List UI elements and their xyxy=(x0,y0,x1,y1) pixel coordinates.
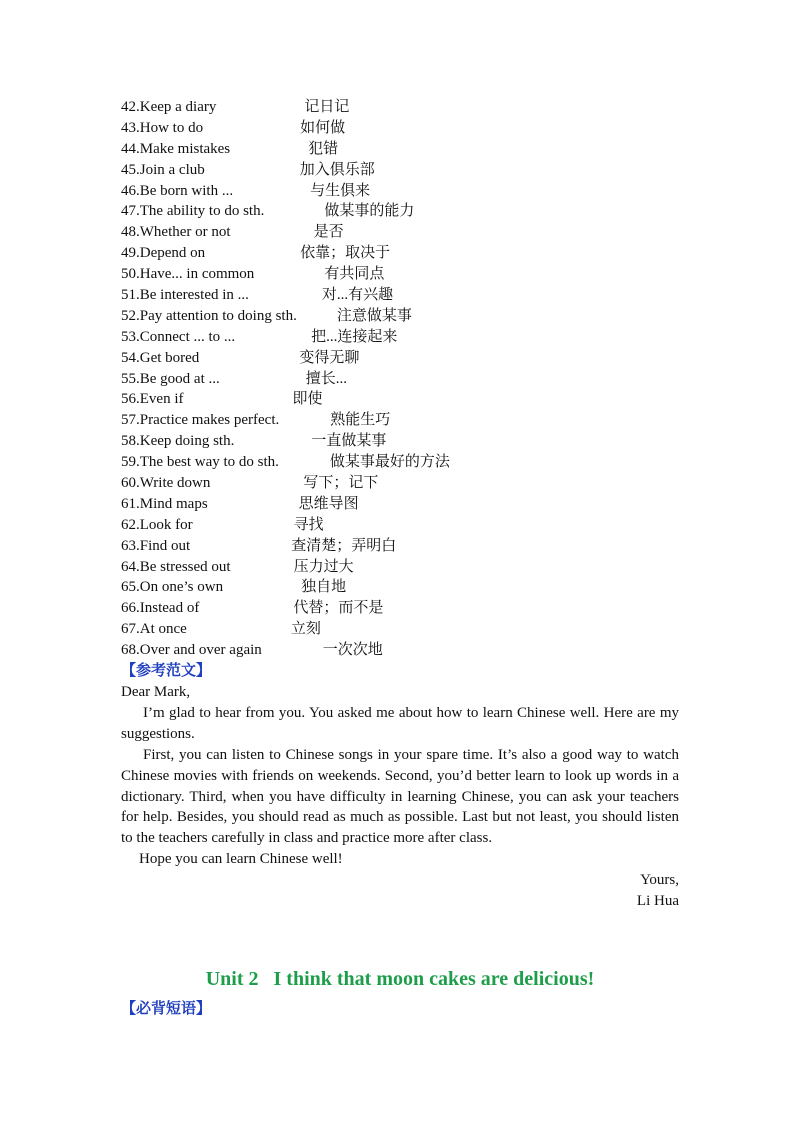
phrase-row xyxy=(121,473,679,494)
phrase-chinese: 即使 xyxy=(292,391,323,408)
phrase-row xyxy=(121,452,679,473)
phrase-row xyxy=(121,160,679,181)
phrase-chinese: 思维导图 xyxy=(298,495,359,512)
phrase-chinese: 立刻 xyxy=(290,621,321,638)
phrase-row xyxy=(121,515,679,536)
phrase-list xyxy=(121,97,679,661)
sample-essay-heading: 【参考范文】 xyxy=(121,663,212,680)
phrase-chinese: 有共同点 xyxy=(324,266,385,283)
phrase-row xyxy=(121,201,679,222)
phrase-chinese: 查清楚；弄明白 xyxy=(291,537,397,554)
letter-signature: Li Hua xyxy=(636,893,679,910)
phrase-english: 43.How to do xyxy=(121,119,204,136)
phrase-chinese: 一次次地 xyxy=(322,642,383,659)
phrase-chinese: 记日记 xyxy=(304,99,350,115)
letter-closing: Yours, xyxy=(640,872,679,889)
phrase-english: 55.Be good at ... xyxy=(121,370,220,387)
phrase-chinese: 对...有兴趣 xyxy=(321,287,394,304)
phrase-chinese: 寻找 xyxy=(293,516,324,533)
phrase-english: 61.Mind maps xyxy=(121,495,208,512)
phrase-english: 45.Join a club xyxy=(121,161,205,178)
phrase-chinese: 代替；而不是 xyxy=(293,600,384,617)
phrase-english: 49.Depend on xyxy=(121,245,206,262)
letter-greeting: Dear Mark, xyxy=(121,684,191,701)
phrase-english: 46.Be born with ... xyxy=(121,182,234,199)
phrase-chinese: 擅长... xyxy=(305,370,348,387)
phrase-row xyxy=(121,369,679,390)
letter-paragraph-3: Hope you can learn Chinese well! xyxy=(139,851,343,868)
letter-paragraph-1: I’m glad to hear from you. You asked me about how to learn Chinese well. Here are my suggestions. xyxy=(121,704,679,742)
phrase-chinese: 做某事最好的方法 xyxy=(329,454,450,471)
phrase-row xyxy=(121,494,679,515)
phrases-heading: 【必背短语】 xyxy=(121,1001,212,1017)
phrase-english: 60.Write down xyxy=(121,475,211,492)
phrase-row xyxy=(121,348,679,369)
page-body xyxy=(121,97,679,912)
phrase-chinese: 压力过大 xyxy=(293,558,354,575)
phrase-row xyxy=(121,389,679,410)
phrase-english: 56.Even if xyxy=(121,391,184,408)
phrase-english: 63.Find out xyxy=(121,537,191,554)
phrase-chinese: 注意做某事 xyxy=(336,307,412,324)
phrase-chinese: 一直做某事 xyxy=(311,433,387,450)
phrase-english: 62.Look for xyxy=(121,516,193,533)
phrase-row xyxy=(121,557,679,578)
phrase-chinese: 把...连接起来 xyxy=(311,328,398,345)
phrase-row xyxy=(121,410,679,431)
phrase-row xyxy=(121,222,679,243)
phrase-chinese: 熟能生巧 xyxy=(330,412,391,429)
phrase-row xyxy=(121,243,679,264)
sample-letter xyxy=(121,682,679,912)
letter-paragraph-2: First, you can listen to Chinese songs in your spare time. It’s also a good way to watch Chinese movies with friends on weekends. Second, you’d better learn to look up words in a dictionary. Third, when you have difficulty in learning Chinese, you can ask your teachers for help. Besides, you should read as much as possible. Last but not least, you should listen to the teachers carefully in class and practice more after class. xyxy=(121,746,679,847)
phrase-row xyxy=(121,306,679,327)
phrase-english: 65.On one’s own xyxy=(121,579,224,596)
phrase-english: 67.At once xyxy=(121,621,187,638)
phrase-english: 47.The ability to do sth. xyxy=(121,203,265,220)
phrase-english: 68.Over and over again xyxy=(121,642,262,659)
phrase-row xyxy=(121,139,679,160)
phrase-chinese: 独自地 xyxy=(301,579,347,596)
phrase-row xyxy=(121,264,679,285)
phrase-row xyxy=(121,536,679,557)
phrase-chinese: 做某事的能力 xyxy=(324,203,415,220)
unit-title: Unit 2 I think that moon cakes are delicious! xyxy=(205,968,595,990)
phrase-english: 59.The best way to do sth. xyxy=(121,454,279,471)
phrase-chinese: 变得无聊 xyxy=(299,349,360,366)
phrase-chinese: 加入俱乐部 xyxy=(299,161,375,178)
phrase-row xyxy=(121,327,679,348)
phrase-row xyxy=(121,181,679,202)
phrase-english: 50.Have... in common xyxy=(121,266,255,283)
phrase-english: 52.Pay attention to doing sth. xyxy=(121,307,297,324)
phrase-english: 57.Practice makes perfect. xyxy=(121,412,280,429)
phrase-chinese: 写下；记下 xyxy=(303,475,379,492)
phrase-row xyxy=(121,577,679,598)
phrase-row xyxy=(121,285,679,306)
phrase-chinese: 如何做 xyxy=(300,119,346,136)
phrase-english: 58.Keep doing sth. xyxy=(121,433,235,450)
phrase-chinese: 是否 xyxy=(313,224,344,241)
phrase-row xyxy=(121,640,679,661)
phrase-chinese: 依靠；取决于 xyxy=(300,245,391,262)
phrase-english: 64.Be stressed out xyxy=(121,558,231,575)
phrase-english: 48.Whether or not xyxy=(121,224,231,241)
phrase-english: 66.Instead of xyxy=(121,600,200,617)
phrase-english: 44.Make mistakes xyxy=(121,140,231,157)
phrase-english: 53.Connect ... to ... xyxy=(121,328,236,345)
phrase-chinese: 犯错 xyxy=(308,140,339,157)
phrase-row xyxy=(121,118,679,139)
phrase-row xyxy=(121,431,679,452)
phrase-row xyxy=(121,97,679,118)
phrase-chinese: 与生俱来 xyxy=(310,182,371,199)
phrase-english: 51.Be interested in ... xyxy=(121,287,249,304)
phrase-english: 54.Get bored xyxy=(121,349,200,366)
phrase-row xyxy=(121,619,679,640)
phrase-row xyxy=(121,598,679,619)
phrase-english: 42.Keep a diary xyxy=(121,99,217,115)
